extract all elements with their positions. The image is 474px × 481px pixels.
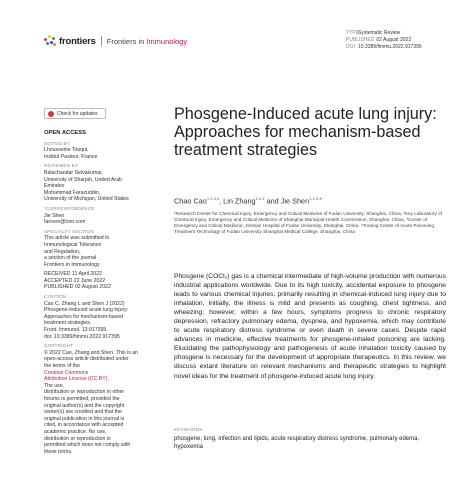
check-for-updates-button[interactable] [44,108,106,119]
crossmark-icon [48,111,54,117]
type-label: TYPE [346,30,360,36]
citation-line: Cao C, Zhang L and Shen J (2022) [44,300,125,307]
editor-line: Institut Pasteur, France [44,153,98,160]
specialty-line: and Regulation, [44,248,81,255]
doi-label: DOI [346,44,355,50]
author-list [174,196,323,205]
citation-line: Phosgene-Induced acute lung injury: [44,307,129,314]
logo-dot [48,35,51,38]
journal-prefix[interactable]: Frontiers in [106,36,145,46]
article-title: Phosgene-Induced acute lung injury: Approaches for mechanism-based treatment strategies [174,105,437,160]
date-line: PUBLISHED 02 August 2022 [44,284,111,291]
reviewer-line: Balachandar Selvakumar, [44,169,104,176]
date-line: RECEIVED 11 April 2022 [44,271,102,278]
copyright-label: COPYRIGHT [44,343,74,349]
author-affiliation-marks: 1,2,3,4* [309,196,323,201]
edited-by-label: EDITED BY [44,140,71,146]
journal-header [44,34,187,48]
specialty-line: a section of the journal [44,255,97,262]
logo-dot [52,37,55,40]
specialty-section-list [44,235,159,268]
article-meta [346,30,422,51]
copyright-line: the terms of the [44,363,81,369]
check-updates-label: Check for updates [57,110,98,117]
correspondence-list [44,213,159,226]
citation-text [44,301,159,341]
author-separator: , [219,196,222,206]
reviewer-line: University of Michigan, United States [44,196,129,203]
reviewed-by-label: REVIEWED BY [44,163,79,169]
author-and: and [266,196,279,206]
copyright-line: these terms. [44,448,73,455]
specialty-line: Immunological Tolerance [44,241,102,248]
copyright-line: distribution or reproduction is [44,435,111,442]
copyright-text [44,350,159,456]
copyright-line: original publication in this journal is [44,415,125,422]
copyright-line: permitted which does not comply with [44,442,131,449]
correspondence-label: *CORRESPONDENCE [44,205,95,211]
specialty-line: Frontiers in Immunology [44,261,100,268]
edited-by-list [44,147,159,160]
specialty-line: This article was submitted to [44,235,110,242]
specialty-section-label: SPECIALTY SECTION [44,228,94,234]
reviewer-line: Emirates [44,183,65,190]
abstract: Phosgene (COCl₂) gas is a chemical intermediate of high-volume production with numerous industrial applications worldwide. Due to its high toxicity, accidental exposure to phosgene leads to various chemical injuries, primarily resulting in chemical-induced lung injury due to inhalation. Initially, the illness is mild and presents as coughing, chest tightness, and wheezing; however, within a few hours, symptoms progress to chronic respiratory depression, refractory pulmonary edema, dyspnea, and hypoxemia, which may contribute to acute respiratory distress syndrome or even death in severe cases. Despite rapid advances in medicine, effective treatments for phosgene-inhaled poisoning are lacking. Elucidating the pathophysiology and pathogenesis of acute inhalation toxicity caused by phosgene is necessary for the development of appropriate therapeutics. In this review, we discuss extant literature on relevant mechanisms and therapeutic strategies to highlight novel ideas for the treatment of phosgene-induced acute lung injury. [174,273,446,380]
author-name[interactable]: Jie Shen [280,196,310,206]
citation-line: Approaches for mechanism-based [44,313,124,320]
keywords-label: KEYWORDS [174,427,203,432]
copyright-line: forums is permitted, provided the [44,395,120,402]
copyright-line: owner(s) are credited and that the [44,409,122,416]
open-access-label: OPEN ACCESS [44,130,86,136]
correspondence-line: Jie Shen [44,212,65,219]
correspondence-line: farosre@tom.com [44,219,86,226]
license-link[interactable]: Creative Commons [44,369,89,376]
reviewer-line: University of Sharjah, United Arab [44,176,122,183]
author-name[interactable]: Chao Cao [174,196,207,206]
doi-value[interactable]: 10.3389/fimmu.2022.917395 [358,44,422,50]
copyright-line: academic practice. No use, [44,428,107,435]
affiliations: ¹Research Center for Chemical Injury, Emergency and Critical Medicine of Fudan University, Shanghai, China, ²Key Laboratory of Chemical Injury, Emergency and Critical Medicine of Shanghai Municipal Health Commission, Shanghai, China, ³Center of Emergency and Critical Medicine, Jinshan Hospital of Fudan University, Shanghai, China, ⁴Traning Center of Acute Poisoning Treatment Technology of Fudan University Shanghai Medical College, Shanghai, China [174,211,442,234]
published-label: PUBLISHED [346,37,375,43]
citation-line: doi: 10.3389/fimmu.2022.917395 [44,333,120,340]
header-divider [101,36,102,46]
copyright-line: open-access article distributed under [44,356,129,363]
author-name[interactable]: Lin Zhang [223,196,256,206]
journal-name[interactable]: Immunology [146,36,188,46]
published-value: 02 August 2022 [376,37,412,43]
brand-name[interactable]: frontiers [59,35,96,47]
logo-dot [46,42,49,45]
citation-line: treatment strategies. [44,320,92,327]
article-dates [44,271,159,291]
editor-line: Lhousseine Touqui, [44,147,89,154]
citation-label: CITATION [44,294,67,300]
type-value: Systematic Review [358,30,401,36]
copyright-line: The use, [44,382,65,389]
copyright-line: cited, in accordance with accepted [44,422,124,429]
copyright-line: distribution or reproduction in other [44,389,125,396]
copyright-line: © 2022 Cao, Zhang and Shen. This is an [44,349,138,356]
frontiers-logo-icon [44,35,56,47]
citation-line: Front. Immunol. 13:917395. [44,327,108,334]
date-line: ACCEPTED 22 June 2022 [44,277,106,284]
license-link[interactable]: Attribution License (CC BY). [44,376,109,383]
keywords: phosgene, lung, infection and lipids, acute respiratory distress syndrome, pulmonary edema, hypoxemia [174,436,420,450]
logo-dot [44,38,47,41]
reviewer-line: Mohammad Farazuddin, [44,189,101,196]
logo-dot [53,43,56,46]
copyright-line: original author(s) and the copyright [44,402,125,409]
article-sidebar [44,130,159,455]
author-affiliation-marks: 1,2,3 [255,196,265,201]
author-affiliation-marks: 1,2,3,4 [206,196,220,201]
reviewed-by-list [44,170,159,203]
